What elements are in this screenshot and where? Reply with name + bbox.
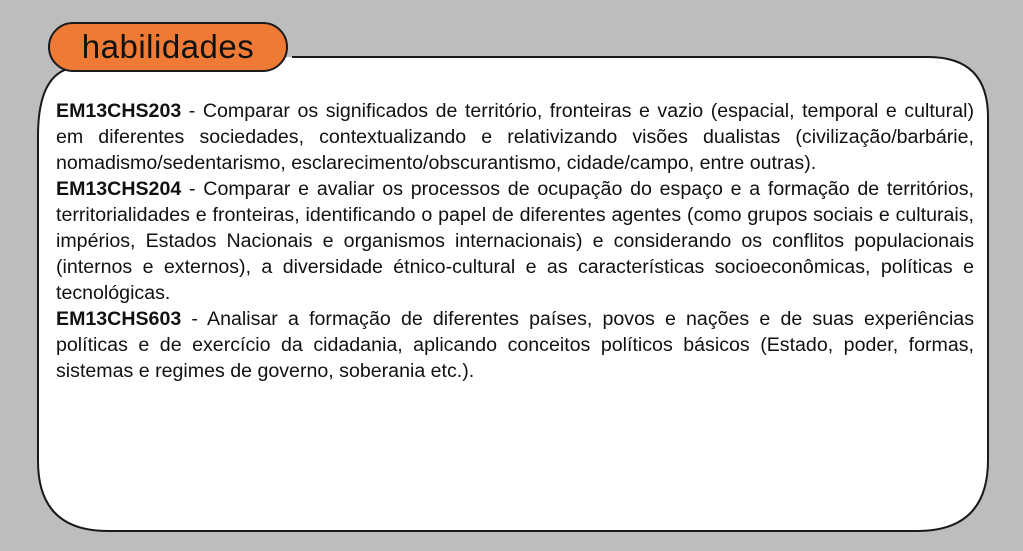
skill-item <box>56 176 974 306</box>
skill-item <box>56 98 974 176</box>
skills-text-block <box>56 98 974 384</box>
skill-description: - Comparar e avaliar os processos de ocupação do espaço e a formação de territórios, territorialidades e fronteiras, identificando o papel de diferentes agentes (como grupos sociais e culturais, impérios, Estados Nacionais e organismos internacionais) e considerando os conflitos populacionais (internos e externos), a diversidade étnico-cultural e as características socioeconômicas, políticas e tecnológicas. <box>56 178 974 304</box>
skill-item <box>56 306 974 384</box>
skill-description: - Analisar a formação de diferentes países, povos e nações e de suas experiências políticas e de exercício da cidadania, aplicando conceitos políticos básicos (Estado, poder, formas, sistemas e regimes de governo, soberania etc.). <box>56 308 974 382</box>
skill-code: EM13CHS204 <box>56 178 182 200</box>
skill-code: EM13CHS603 <box>56 308 182 330</box>
skill-code: EM13CHS203 <box>56 100 182 122</box>
skill-description: - Comparar os significados de território, fronteiras e vazio (espacial, temporal e cultural) em diferentes sociedades, contextualizando e relativizando visões dualistas (civilização/barbárie, nomadismo/sedentarismo, esclarecimento/obscurantismo, cidade/campo, entre outras). <box>56 100 974 174</box>
habilidades-tag: habilidades <box>48 22 288 72</box>
